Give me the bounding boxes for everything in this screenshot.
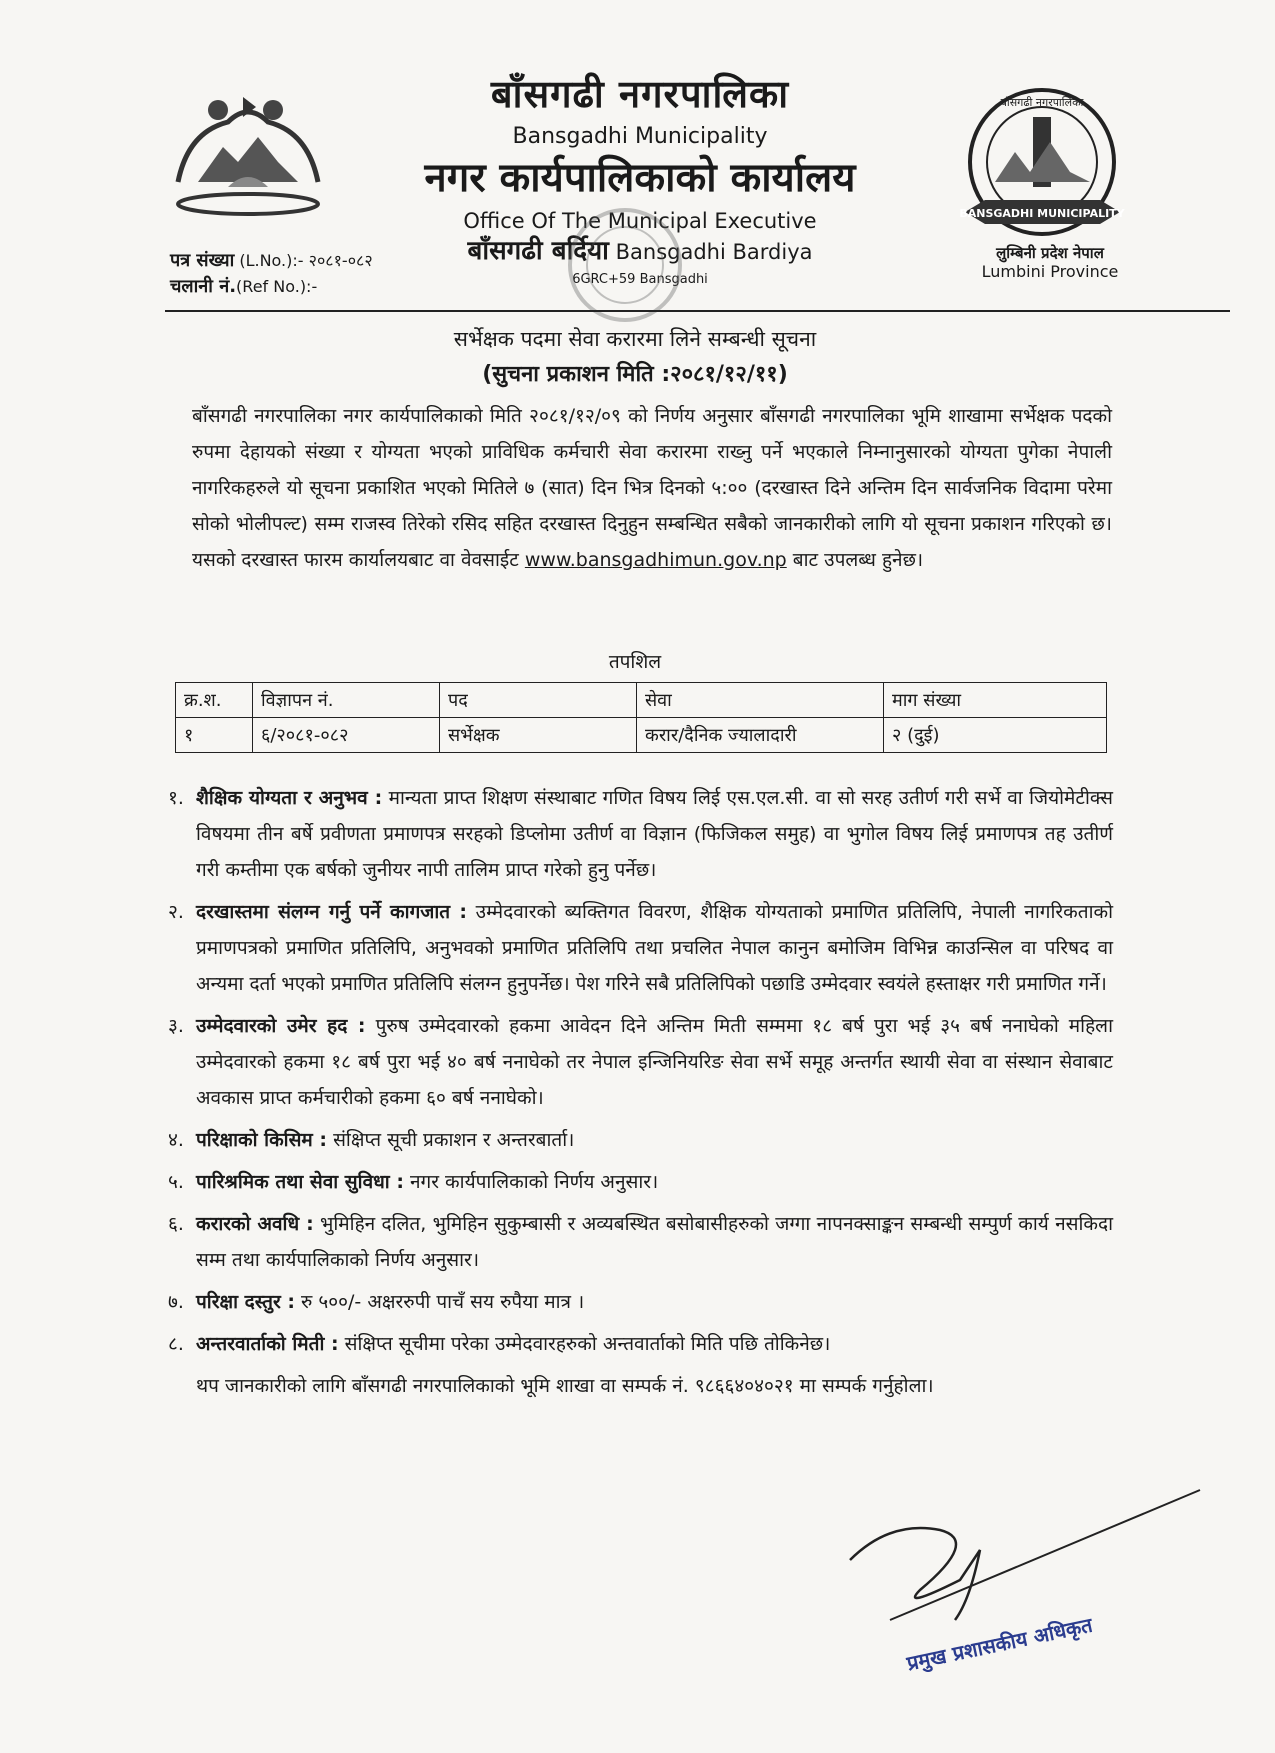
item-label: उम्मेदवारको उमेर हद :: [196, 1015, 366, 1037]
table-header-row: [176, 683, 1107, 718]
header-cell: विज्ञापन नं.: [253, 683, 440, 718]
item-number: ६.: [168, 1213, 184, 1235]
signature-icon: [830, 1480, 1210, 1630]
footer-contact: थप जानकारीको लागि बाँसगढी नगरपालिकाको भूमि शाखा वा सम्पर्क नं. ९८६६४०४०२१ मा सम्पर्क गर्नुहोला।: [196, 1375, 934, 1397]
table-cell: २ (दुई): [884, 718, 1107, 753]
letter-no-value: २०८१-०८२: [308, 251, 373, 270]
letter-no-eng: (L.No.):-: [239, 251, 304, 270]
table-cell: १: [176, 718, 253, 753]
item-number: २.: [168, 901, 184, 923]
address-english: Bansgadhi Bardiya: [615, 240, 813, 264]
list-item: [168, 1326, 1113, 1362]
table-row: [176, 718, 1107, 753]
notice-paragraph: [192, 398, 1112, 578]
item-label: पारिश्रमिक तथा सेवा सुविधा :: [196, 1171, 404, 1193]
municipality-name-nepali: बाँसगढी नगरपालिका: [490, 72, 790, 116]
notice-title: सर्भेक्षक पदमा सेवा करारमा लिने सम्बन्धी सूचना: [453, 327, 817, 351]
list-item: [168, 780, 1113, 888]
item-number: ७.: [168, 1291, 184, 1313]
item-label: शैक्षिक योग्यता र अनुभव :: [196, 787, 383, 809]
header-cell: क्र.श.: [176, 683, 253, 718]
item-label: करारको अवधि :: [196, 1213, 314, 1235]
table-cell: करार/दैनिक ज्यालादारी: [637, 718, 884, 753]
paragraph-tail: बाट उपलब्ध हुनेछ।: [792, 549, 924, 571]
table-cell: सर्भेक्षक: [440, 718, 637, 753]
item-text: रु ५००/- अक्षररुपी पाचँ सय रुपैया मात्र ।: [300, 1291, 585, 1313]
list-item: [168, 1206, 1113, 1278]
notice-date: (सुचना प्रकाशन मिति :२०८१/१२/११): [482, 362, 788, 387]
header-cell: पद: [440, 683, 637, 718]
header-cell: माग संख्या: [884, 683, 1107, 718]
details-table: [175, 682, 1107, 753]
ref-no-line: [170, 274, 373, 300]
item-text: उम्मेदवारको ब्यक्तिगत विवरण, शैक्षिक योग्यताको प्रमाणित प्रतिलिपि, नेपाली नागरिकताको प्रमाणपत्रको प्रमाणित प्रतिलिपि, अनुभवको प्रमाणित प्रतिलिपि तथा प्रचलित नेपाल कानुन बमोजिम विभिन्न काउन्सिल वा परिषद वा अन्यमा दर्ता भएको प्रमाणित प्रतिलिपि संलग्न हुनुपर्नेछ। पेश गरिने सबै प्रतिलिपिको पछाडि उम्मेदवार स्वयंले हस्ताक्षर गरी प्रमाणित गर्ने।: [196, 901, 1113, 995]
item-number: ८.: [168, 1333, 184, 1355]
letter-no-label: पत्र संख्या: [170, 250, 235, 271]
table-cell: ६/२०८१-०८२: [253, 718, 440, 753]
item-text: संक्षिप्त सूची प्रकाशन र अन्तरबार्ता।: [333, 1129, 575, 1151]
address-nepali: बाँसगढी बर्दिया: [467, 236, 609, 266]
paragraph-text: बाँसगढी नगरपालिका नगर कार्यपालिकाको मिति २०८१/१२/०९ को निर्णय अनुसार बाँसगढी नगरपालिका भूमि शाखामा सर्भेक्षक पदको रुपमा देहायको संख्या र योग्यता भएको प्राविधिक कर्मचारी सेवा करारमा राख्नु पर्ने भएकाले निम्नानुसारको योग्यता पुगेका नेपाली नागरिकहरुले यो सूचना प्रकाशित भएको मितिले ७ (सात) दिन भित्र दिनको ५:०० (दरखास्त दिने अन्तिम दिन सार्वजनिक विदामा परेमा सोको भोलीपल्ट) सम्म राजस्व तिरेको रसिद सहित दरखास्त दिनुहुन सम्बन्धित सबैको जानकारीको लागि यो सूचना प्रकाशन गरिएको छ। यसको दरखास्त फारम कार्यालयबाट वा वेवसाईट: [192, 405, 1112, 571]
requirements-list: [168, 780, 1113, 1404]
item-number: १.: [168, 787, 184, 809]
office-name-english: Office Of The Municipal Executive: [463, 209, 817, 233]
nepal-emblem-icon: [168, 92, 328, 220]
list-item: [168, 894, 1113, 1002]
item-number: ५.: [168, 1171, 184, 1193]
letter-numbers: [170, 248, 373, 300]
item-number: ४.: [168, 1129, 184, 1151]
office-name-nepali: नगर कार्यपालिकाको कार्यालय: [424, 155, 856, 201]
item-text: पुरुष उम्मेदवारको हकमा आवेदन दिने अन्तिम मिती सम्ममा १८ बर्ष पुरा भई ३५ बर्ष ननाघेको महिला उम्मेदवारको हकमा १८ बर्ष पुरा भई ४० बर्ष ननाघेको तर नेपाल इन्जिनियरिङ सेवा सर्भे समूह अन्तर्गत स्थायी सेवा वा संस्थान सेवाबाट अवकास प्राप्त कर्मचारीको हकमा ६० बर्ष ननाघेको।: [196, 1015, 1113, 1109]
item-number: ३.: [168, 1015, 184, 1037]
item-label: परिक्षाको किसिम :: [196, 1129, 328, 1151]
plus-code: 6GRC+59 Bansgadhi: [572, 272, 708, 287]
municipality-seal-icon: [955, 82, 1130, 262]
seal-top-text: बाँसगढी नगरपालिका: [1000, 96, 1084, 109]
seal-label: BANSGADHI MUNICIPALITY: [959, 207, 1125, 220]
item-text: भुमिहिन दलित, भुमिहिन सुकुम्बासी र अव्यबस्थित बसोबासीहरुको जग्गा नापनक्साङ्कन सम्बन्धी सम्पुर्ण कार्य नसकिदा सम्म तथा कार्यपालिकाको निर्णय अनुसार।: [196, 1213, 1113, 1271]
province-nepali: लुम्बिनी प्रदेश नेपाल: [996, 244, 1104, 262]
province-english: Lumbini Province: [981, 262, 1119, 281]
municipality-name-english: Bansgadhi Municipality: [512, 124, 768, 149]
list-item: [168, 1008, 1113, 1116]
list-item: [168, 1122, 1113, 1158]
list-item: [168, 1164, 1113, 1200]
signatory-title: प्रमुख प्रशासकीय अधिकृत: [904, 1612, 1095, 1676]
header-divider: [165, 310, 1230, 312]
ref-no-label: चलानी नं.: [170, 276, 237, 297]
header-cell: सेवा: [637, 683, 884, 718]
list-item: [168, 1284, 1113, 1320]
item-label: अन्तरवार्ताको मिती :: [196, 1333, 339, 1355]
item-text: मान्यता प्राप्त शिक्षण संस्थाबाट गणित विषय लिई एस.एल.सी. वा सो सरह उतीर्ण गरी सर्भे वा जियोमेटीक्स विषयमा तीन बर्षे प्रवीणता प्रमाणपत्र सरहको डिप्लोमा उतीर्ण वा विज्ञान (फिजिकल समुह) वा भुगोल विषय लिई प्रमाणपत्र तह उतीर्ण गरी कम्तीमा एक बर्षको जुनीयर नापी तालिम प्राप्त गरेको हुनु पर्नेछ।: [196, 787, 1113, 881]
item-text: संक्षिप्त सूचीमा परेका उम्मेदवारहरुको अन्तवार्ताको मिति पछि तोकिनेछ।: [344, 1333, 831, 1355]
ref-no-eng: (Ref No.):-: [236, 277, 318, 296]
letter-no-line: [170, 248, 373, 274]
website-link[interactable]: www.bansgadhimun.gov.np: [524, 549, 787, 571]
item-label: दरखास्तमा संलग्न गर्नु पर्ने कागजात :: [196, 901, 467, 923]
table-caption: तपशिल: [608, 651, 662, 673]
item-label: परिक्षा दस्तुर :: [196, 1291, 295, 1313]
item-text: नगर कार्यपालिकाको निर्णय अनुसार।: [410, 1171, 659, 1193]
